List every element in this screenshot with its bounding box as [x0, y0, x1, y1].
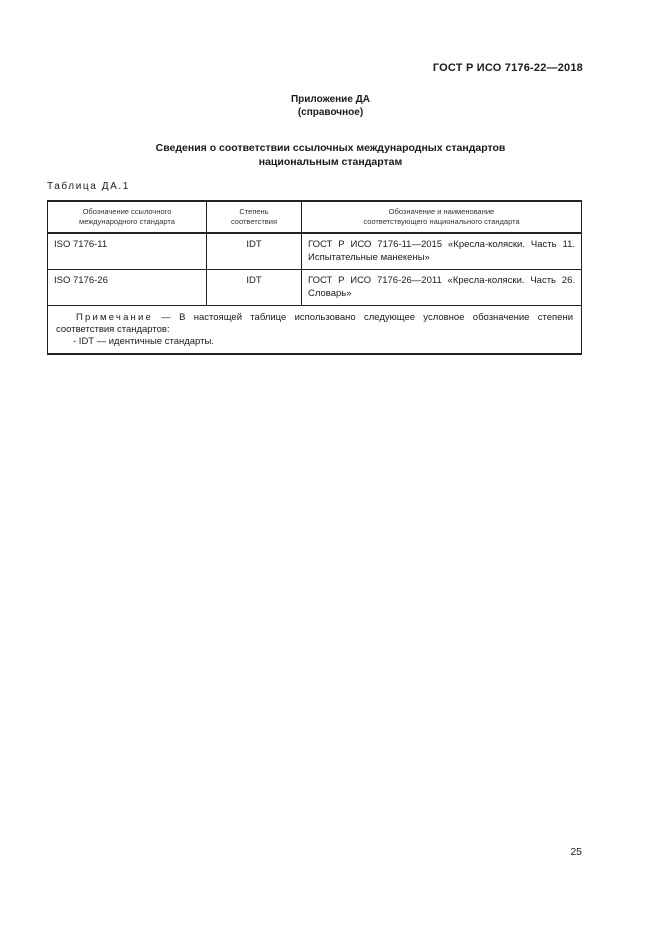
annex-heading	[0, 93, 661, 119]
section-title-line-2: национальным стандартам	[258, 155, 403, 168]
table-note-row	[48, 306, 582, 355]
note-label: Примечание	[76, 312, 153, 323]
column-header-national-standard: Обозначение и наименование соответствующего национального стандарта	[302, 201, 582, 233]
correspondence-table	[47, 200, 582, 355]
degree-cell: IDT	[207, 233, 302, 270]
table-header-row	[48, 201, 582, 233]
document-code: ГОСТ Р ИСО 7176-22—2018	[432, 62, 583, 74]
table-note: Примечание — В настоящей таблице использовано следующее условное обозначение степени соответствия стандартов: - IDT — идентичные стандарты.	[48, 306, 582, 355]
annex-type: (справочное)	[297, 107, 364, 118]
table-row	[48, 233, 582, 270]
table-row	[48, 270, 582, 306]
annex-title: Приложение ДА	[290, 94, 371, 105]
note-text: В настоящей таблице использовано следующее условное обозначение степени соответствия стандартов:	[56, 312, 573, 335]
column-header-reference-standard: Обозначение ссылочного международного стандарта	[48, 201, 207, 233]
reference-standard-cell: ISO 7176-26	[48, 270, 207, 306]
section-title	[0, 142, 661, 169]
national-standard-cell: ГОСТ Р ИСО 7176-11—2015 «Кресла-коляски. Часть 11. Испытательные манекены»	[302, 233, 582, 270]
reference-standard-cell: ISO 7176-11	[48, 233, 207, 270]
page-number: 25	[570, 846, 582, 858]
national-standard-cell: ГОСТ Р ИСО 7176-26—2011 «Кресла-коляски. Часть 26. Словарь»	[302, 270, 582, 306]
degree-cell: IDT	[207, 270, 302, 306]
section-title-line-1: Сведения о соответствии ссылочных международных стандартов	[155, 142, 506, 154]
note-item: - IDT — идентичные стандарты.	[73, 336, 214, 347]
table-label: Таблица ДА.1	[47, 181, 130, 192]
column-header-degree: Степень соответствия	[207, 201, 302, 233]
